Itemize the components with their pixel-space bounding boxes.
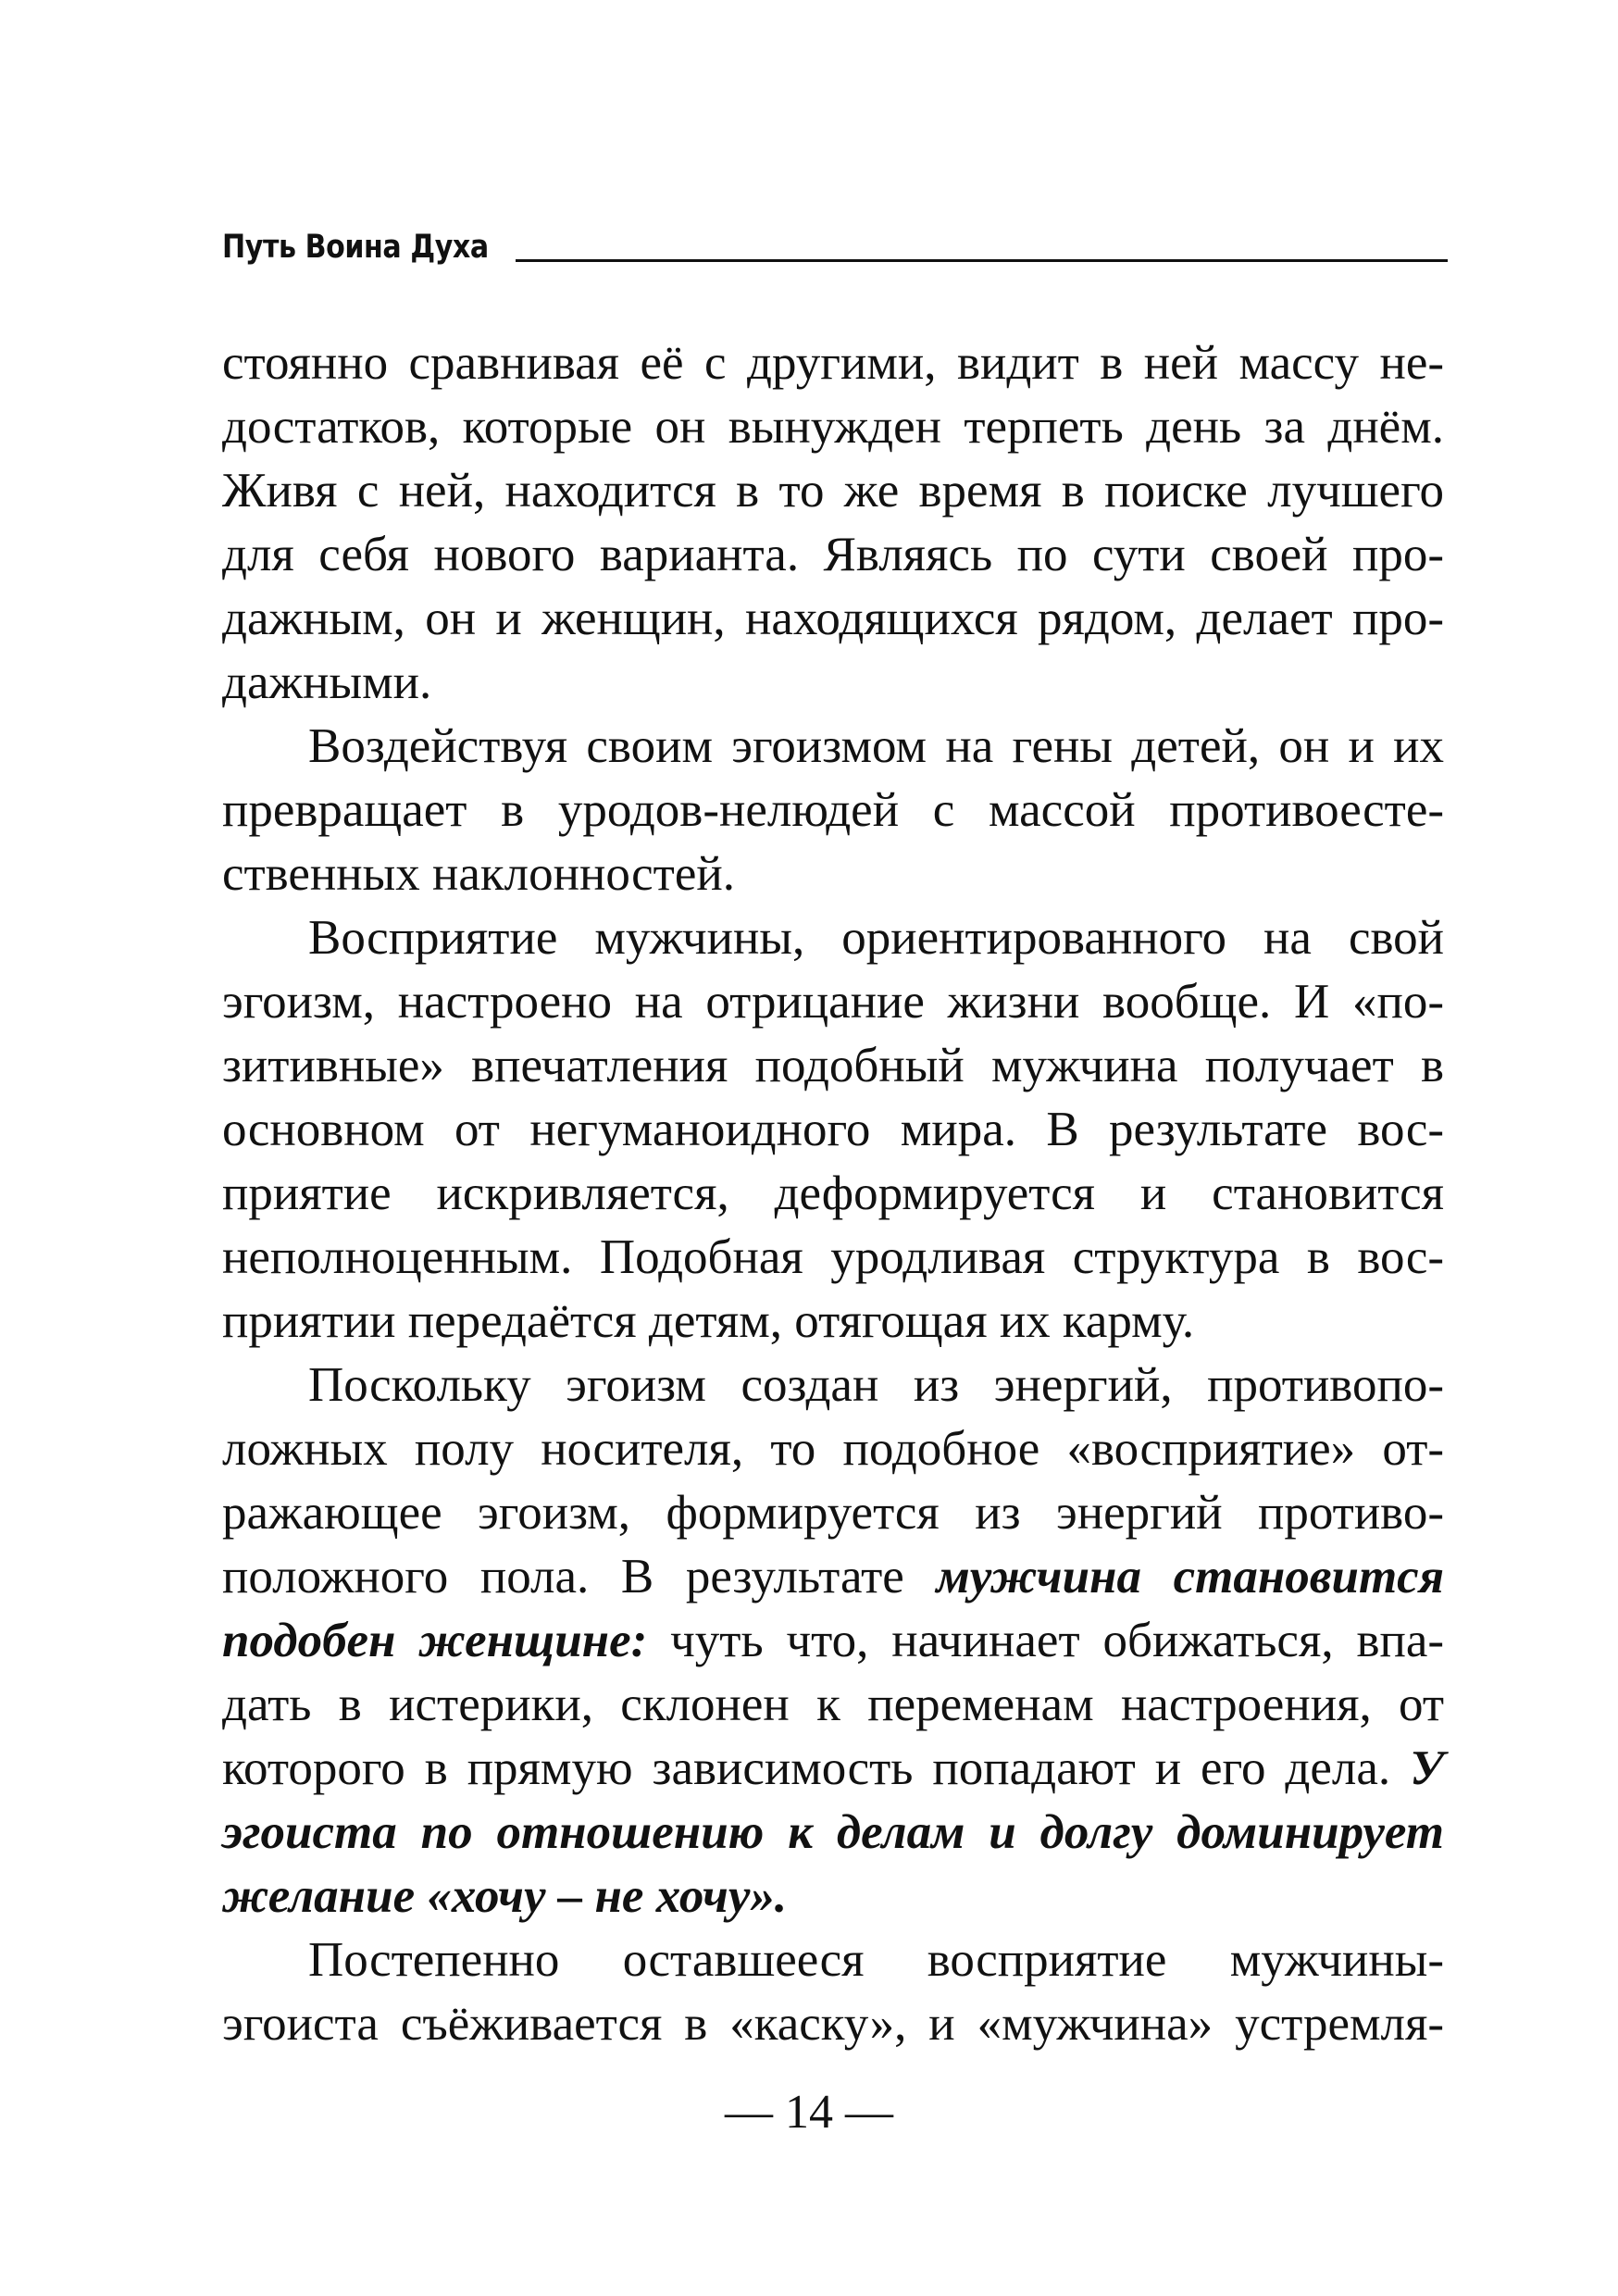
text-line xyxy=(222,1737,1444,1801)
text-line: эгоизм, настроено на отрицание жизни вообще. И «по- xyxy=(222,975,1444,1029)
emphasis-line: эгоиста по отношению к делам и долгу доминирует xyxy=(222,1805,1444,1859)
text-line: Живя с ней, находится в то же время в поиске лучшего xyxy=(222,464,1444,518)
body-text xyxy=(222,331,1444,2056)
text-line: неполноценным. Подобная уродливая структура в вос- xyxy=(222,1230,1444,1284)
text-line: Постепенно оставшееся восприятие мужчины- xyxy=(308,1933,1444,1987)
text-line: Восприятие мужчины, ориентированного на свой xyxy=(308,911,1444,965)
text-line: превращает в уродов-нелюдей с массой противоесте- xyxy=(222,783,1444,837)
text-line: дать в истерики, склонен к переменам настроения, от xyxy=(222,1678,1444,1731)
text-segment: положного пола. В результате xyxy=(222,1550,904,1603)
running-header xyxy=(222,231,1448,264)
text-line: для себя нового варианта. Являясь по сути своей про- xyxy=(222,528,1444,581)
page-number: — 14 — xyxy=(725,2086,893,2139)
text-line: приятии передаётся детям, отягощая их карму. xyxy=(222,1294,1195,1348)
text-segment: чуть что, начинает обижаться, впа- xyxy=(670,1614,1445,1667)
text-line: ложных полу носителя, то подобное «восприятие» от- xyxy=(222,1422,1444,1476)
text-line: зитивные» впечатления подобный мужчина получает в xyxy=(222,1039,1444,1092)
running-title: Путь Воина Духа xyxy=(222,229,489,266)
text-line: достатков, которые он вынужден терпеть день за днём. xyxy=(222,400,1444,454)
text-line: эгоиста съёживается в «каску», и «мужчина» устремля- xyxy=(222,1997,1444,2051)
text-line: ственных наклонностей. xyxy=(222,847,735,901)
header-rule xyxy=(516,259,1448,262)
text-segment: которого в прямую зависимость попадают и его дела. xyxy=(222,1741,1391,1795)
text-line: основном от негуманоидного мира. В результате вос- xyxy=(222,1103,1444,1156)
emphasis-text: подобен женщине: xyxy=(222,1614,648,1667)
text-line xyxy=(222,1609,1444,1673)
emphasis-line: желание «хочу – не хочу». xyxy=(222,1869,788,1923)
text-line xyxy=(222,1545,1444,1609)
text-line: ражающее эгоизм, формируется из энергий противо- xyxy=(222,1486,1444,1540)
text-line: стоянно сравнивая её с другими, видит в ней массу не- xyxy=(222,336,1444,390)
text-line: Поскольку эгоизм создан из энергий, противопо- xyxy=(308,1358,1444,1412)
text-line: дажными. xyxy=(222,655,432,709)
emphasis-text: мужчина становится xyxy=(936,1550,1444,1603)
emphasis-text: У xyxy=(1410,1741,1444,1795)
text-line: дажным, он и женщин, находящихся рядом, делает про- xyxy=(222,592,1444,645)
text-line: приятие искривляется, деформируется и становится xyxy=(222,1167,1444,1220)
text-line: Воздействуя своим эгоизмом на гены детей, он и их xyxy=(308,719,1444,773)
